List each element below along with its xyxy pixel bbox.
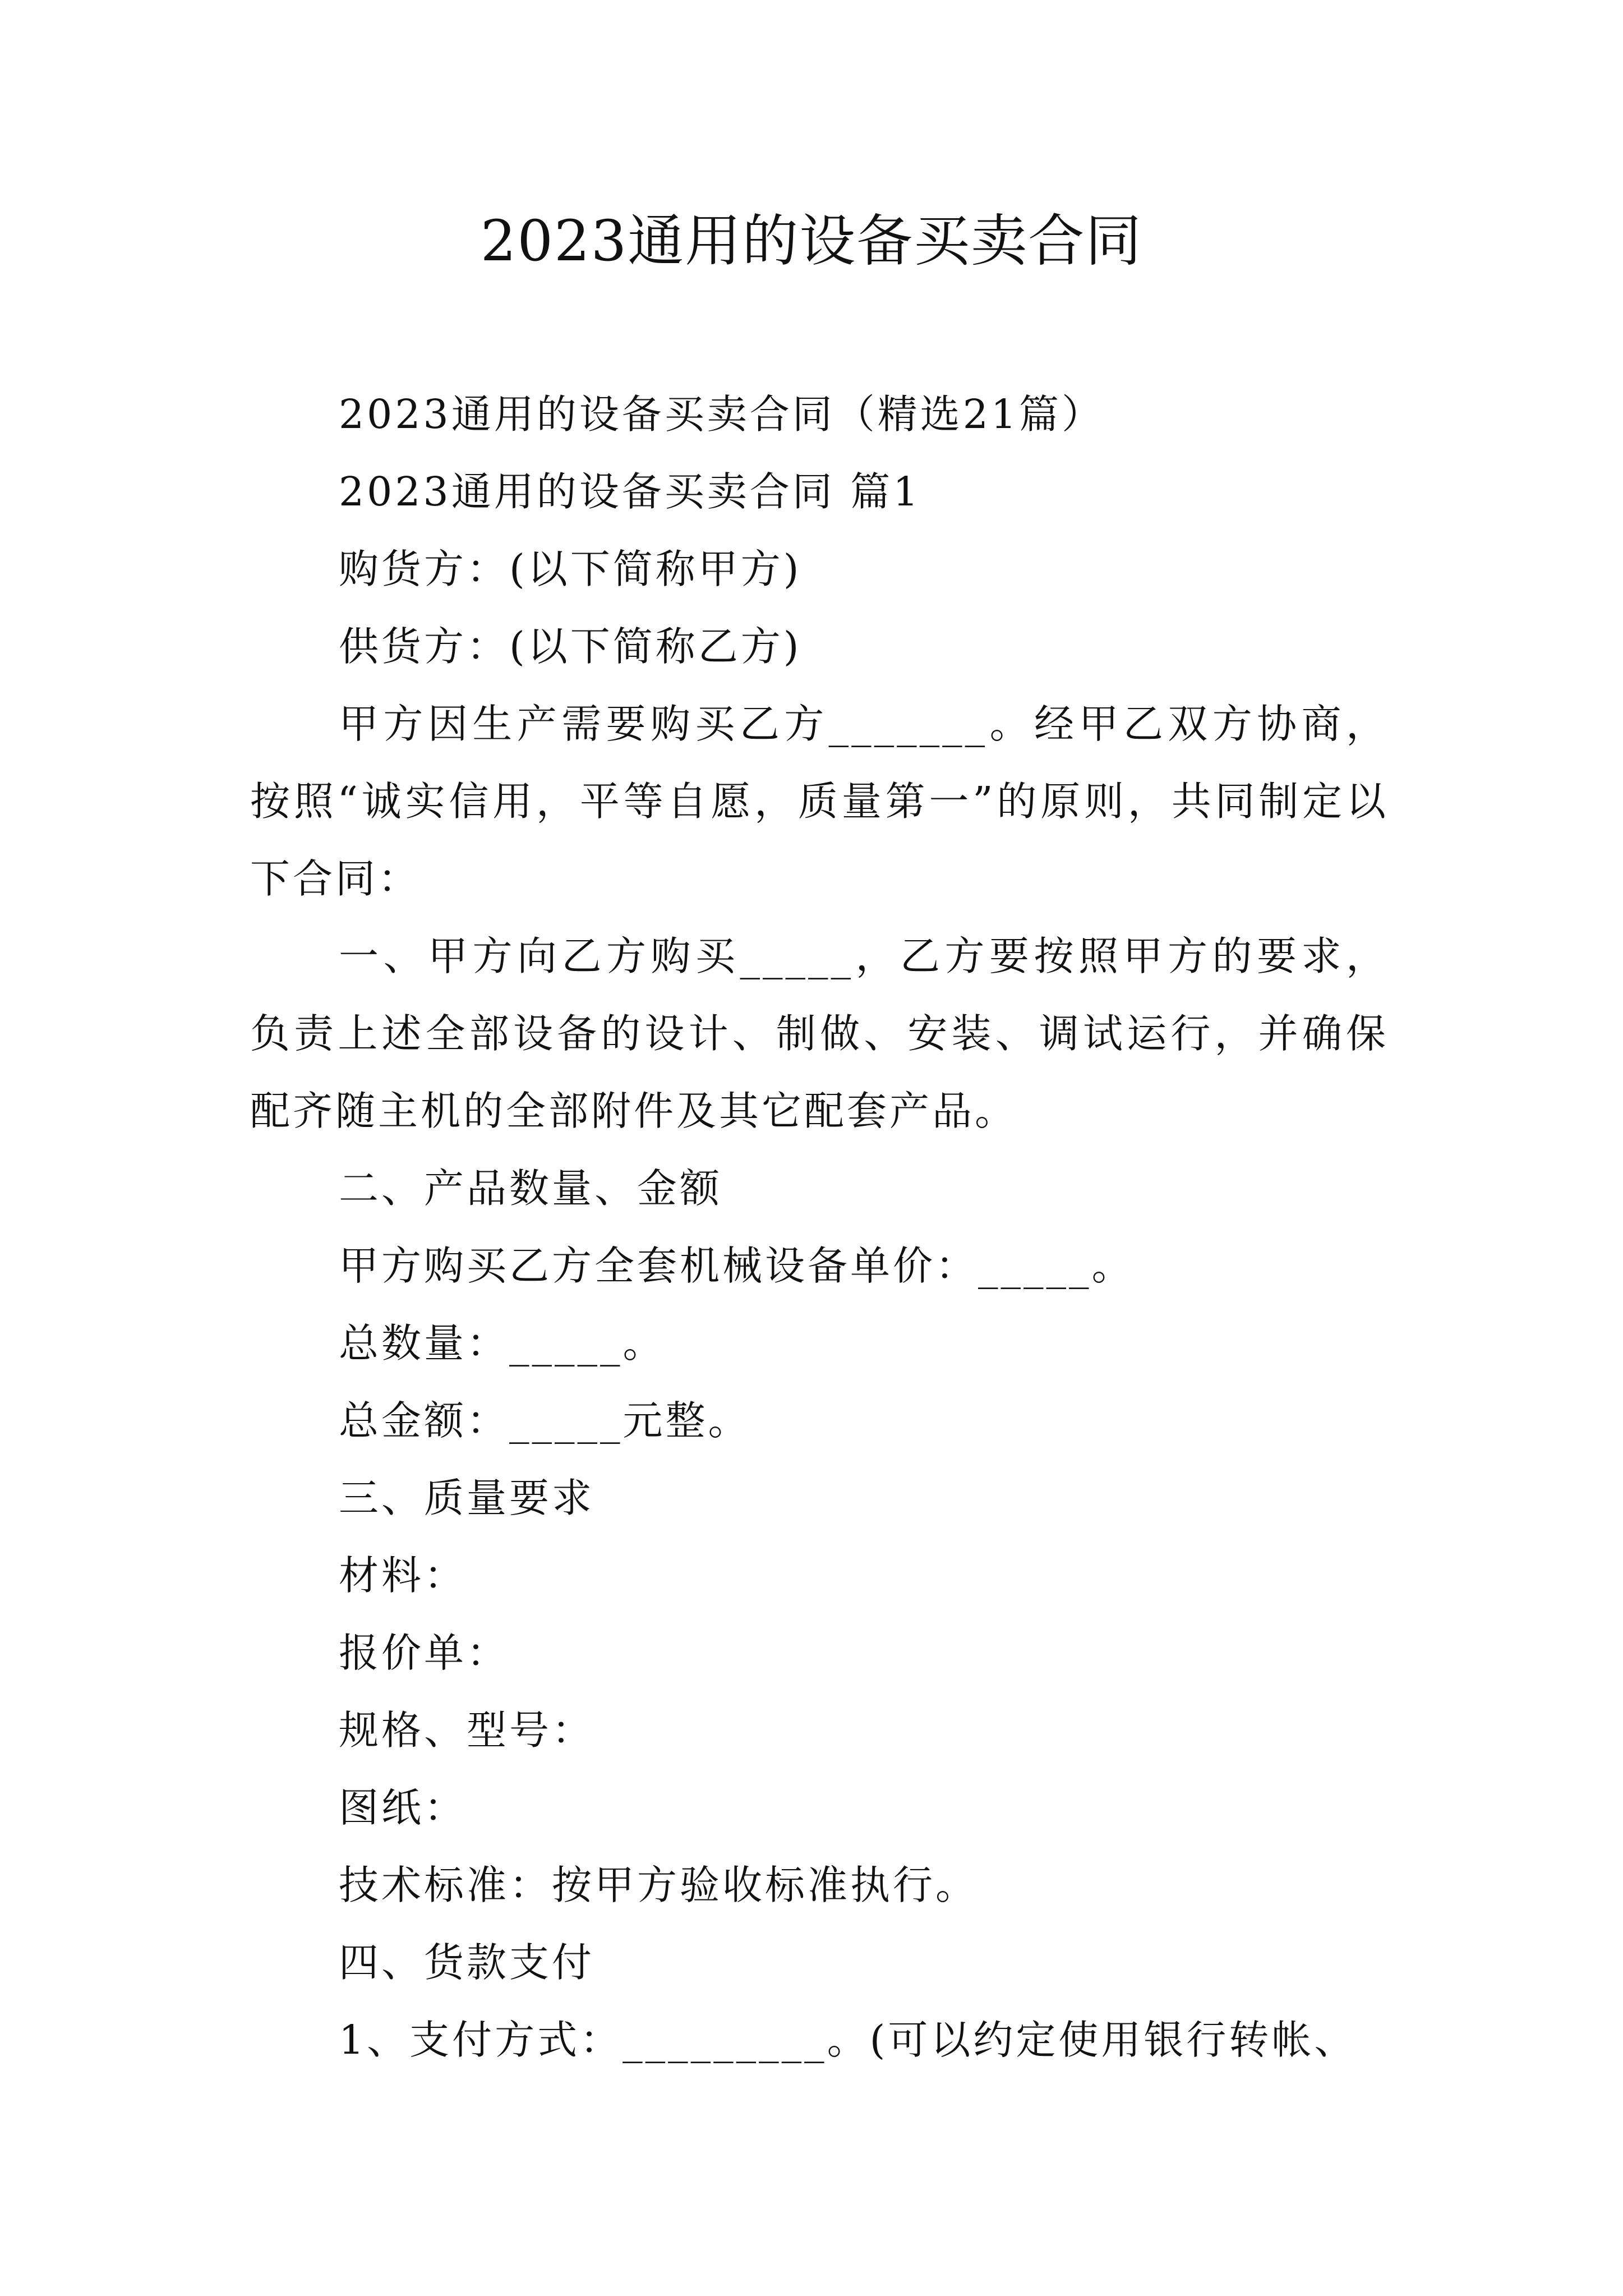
paragraph-unit-price: 甲方购买乙方全套机械设备单价：_____。 bbox=[339, 1243, 1135, 1289]
paragraph-section-heading: 2023通用的设备买卖合同 篇1 bbox=[339, 468, 921, 515]
paragraph-quotation: 报价单： bbox=[339, 1630, 510, 1676]
paragraph-spec-model: 规格、型号： bbox=[339, 1707, 595, 1754]
paragraph-technical-standard: 技术标准：按甲方验收标准执行。 bbox=[339, 1862, 979, 1908]
paragraph-payment-method: 1、支付方式：_________。(可以约定使用银行转帐、 bbox=[339, 2017, 1357, 2063]
document-title: 2023通用的设备买卖合同 bbox=[480, 208, 1143, 274]
paragraph-clause-3-heading: 三、质量要求 bbox=[339, 1475, 595, 1521]
paragraph-clause-1: 一、甲方向乙方购买_____，乙方要按照甲方的要求，负责上述全部设备的设计、制做、安装、调试运行，并确保配齐随主机的全部附件及其它配套产品。 bbox=[250, 933, 1389, 1134]
paragraph-supplier: 供货方：(以下简称乙方) bbox=[339, 623, 802, 670]
paragraph-total-quantity: 总数量：_____。 bbox=[339, 1320, 666, 1366]
paragraph-material: 材料： bbox=[339, 1552, 467, 1599]
paragraph-subtitle: 2023通用的设备买卖合同（精选21篇） bbox=[339, 391, 1105, 438]
paragraph-buyer: 购货方：(以下简称甲方) bbox=[339, 546, 802, 592]
paragraph-preamble: 甲方因生产需要购买乙方_______。经甲乙双方协商，按照“诚实信用，平等自愿，质量第一”的原则，共同制定以下合同： bbox=[250, 701, 1389, 902]
paragraph-total-amount: 总金额：_____元整。 bbox=[339, 1397, 751, 1444]
paragraph-clause-4-heading: 四、货款支付 bbox=[339, 1939, 595, 1986]
paragraph-drawings: 图纸： bbox=[339, 1784, 467, 1831]
document-body bbox=[250, 376, 1389, 2079]
paragraph-clause-2-heading: 二、产品数量、金额 bbox=[339, 1165, 723, 1212]
